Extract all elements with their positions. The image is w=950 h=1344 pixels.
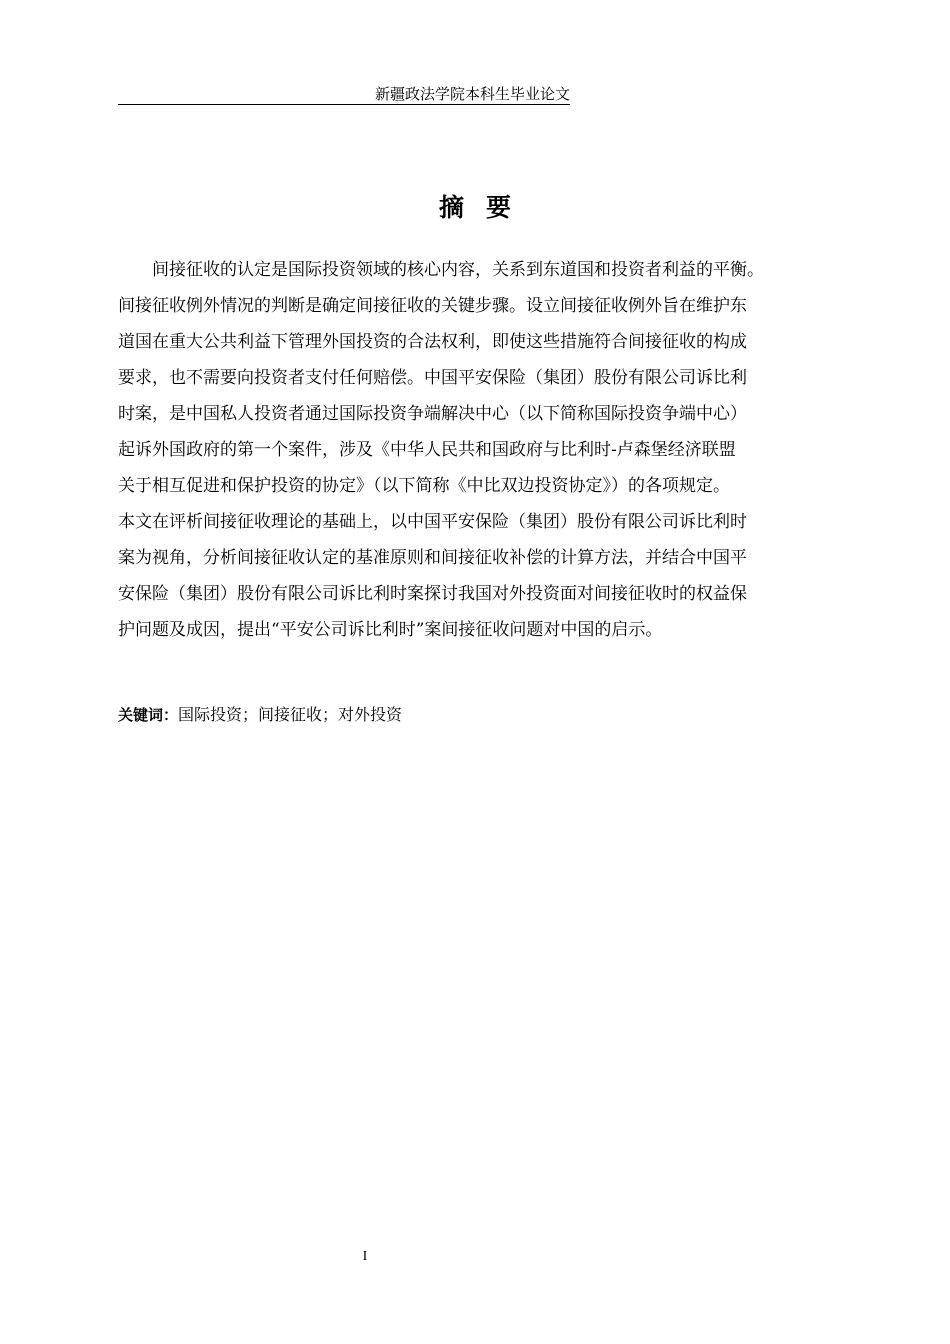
abstract-line: 间接征收例外情况的判断是确定间接征收的关键步骤。设立间接征收例外旨在维护东 [118, 296, 747, 316]
abstract-line: 要求，也不需要向投资者支付任何赔偿。中国平安保险（集团）股份有限公司诉比利 [118, 368, 747, 388]
abstract-line: 起诉外国政府的第一个案件，涉及《中华人民共和国政府与比利时-卢森堡经济联盟 [118, 440, 736, 460]
keywords [118, 700, 402, 730]
running-header [118, 84, 570, 105]
running-header-text: 新疆政法学院本科生毕业论文 [374, 85, 570, 103]
abstract-line: 案为视角，分析间接征收认定的基准原则和间接征收补偿的计算方法，并结合中国平 [118, 548, 747, 568]
abstract-line: 关于相互促进和保护投资的协定》（以下简称《中比双边投资协定》）的各项规定。 [118, 476, 730, 496]
keywords-value: 国际投资；间接征收；对外投资 [178, 705, 403, 724]
abstract-line: 护问题及成因，提出“平安公司诉比利时”案间接征收问题对中国的启示。 [118, 620, 663, 640]
abstract-line: 时案，是中国私人投资者通过国际投资争端解决中心（以下简称国际投资争端中心） [118, 404, 747, 424]
abstract-title: 摘要 [438, 193, 533, 222]
keywords-label: 关键词： [118, 706, 179, 724]
abstract-line: 道国在重大公共利益下管理外国投资的合法权利，即使这些措施符合间接征收的构成 [118, 332, 747, 352]
abstract-line: 本文在评析间接征收理论的基础上，以中国平安保险（集团）股份有限公司诉比利时 [118, 512, 747, 532]
abstract-body [118, 252, 838, 648]
page-number: I [362, 1249, 368, 1264]
abstract-line: 间接征收的认定是国际投资领域的核心内容，关系到东道国和投资者利益的平衡。 [118, 260, 764, 280]
abstract-line: 安保险（集团）股份有限公司诉比利时案探讨我国对外投资面对间接征收时的权益保 [118, 584, 747, 604]
